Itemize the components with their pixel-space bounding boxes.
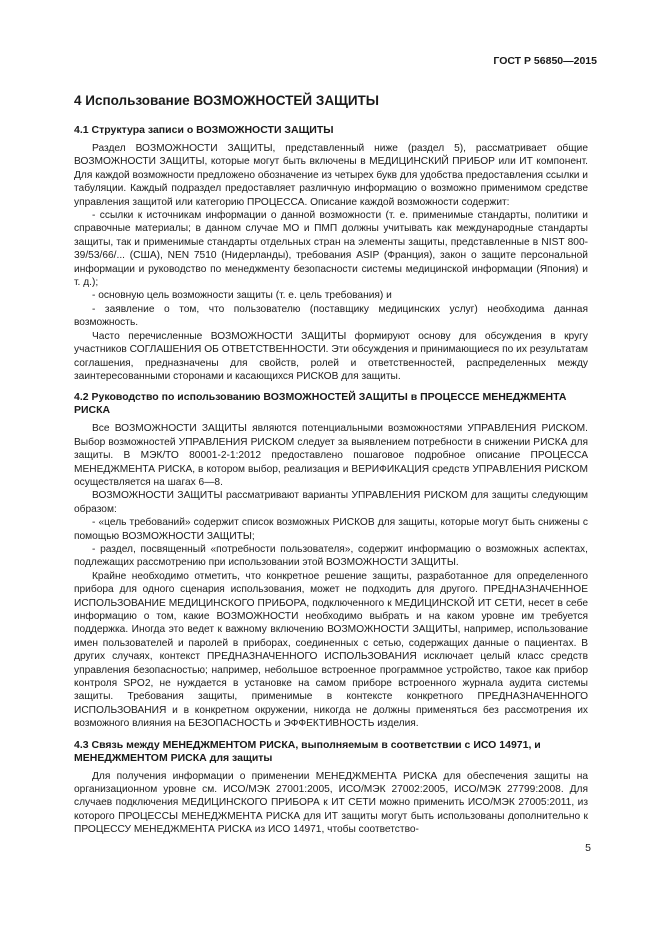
page-number: 5	[585, 842, 591, 854]
paragraph: Для получения информации о применении МЕНЕДЖМЕНТА РИСКА для обеспечения защиты на организационном уровне см. ИСО/МЭК 27001:2005, ИСО/МЭК 27002:2005, ИСО/МЭК 27799:2008. Для случаев подключения МЕДИЦИНСКОГО ПРИБОРА к ИТ СЕТИ можно применить ИСО/МЭК 27005:2011, из которого ПРОЦЕССЫ МЕНЕДЖМЕНТА РИСКА для ИТ защиты могут быть использованы дополнительно к ПРОЦЕССУ МЕНЕДЖМЕНТА РИСКА из ИСО 14971, чтобы соответство-	[74, 770, 588, 836]
paragraph: Крайне необходимо отметить, что конкретное решение защиты, разработанное для определенного прибора для одного сценария использования, может не подходить для другого. ПРЕДНАЗНАЧЕННОЕ ИСПОЛЬЗОВАНИЕ МЕДИЦИНСКОГО ПРИБОРА, подключенного к МЕДИЦИНСКОЙ ИТ СЕТИ, несет в себе информацию о том, какие ВОЗМОЖНОСТИ необходимо выбрать и на каком уровне им требуется поддержка. Иногда это ведет к важному включению ВОЗМОЖНОСТИ ЗАЩИТЫ, например, использование имен пользователей и паролей в приборах, соединенных с сетью, содержащих данные о пациентах. В других случаях, контекст ПРЕДНАЗНАЧЕННОГО ИСПОЛЬЗОВАНИЯ исключает целый класс средств управления безопасностью; например, небольшое встроенное программное устройство, такое как прибор контроля SPO2, не нуждается в установке на самом приборе встроенного журнала аудита системы защиты. Требования защиты, применимые в контексте конкретного ПРЕДНАЗНАЧЕННОГО ИСПОЛЬЗОВАНИЯ и в конкретном окружении, никогда не должны применяться без рассмотрения их возможного влияния на БЕЗОПАСНОСТЬ и ЭФФЕКТИВНОСТЬ изделия.	[74, 570, 588, 730]
section-4-title: 4 Использование ВОЗМОЖНОСТЕЙ ЗАЩИТЫ	[74, 93, 380, 108]
paragraph: Часто перечисленные ВОЗМОЖНОСТИ ЗАЩИТЫ формируют основу для обсуждения в кругу участников СОГЛАШЕНИЯ ОБ ОТВЕТСТВЕННОСТИ. Эти обсуждения и принимающиеся по их результатам соглашения, предназначены для свойств, ролей и ответственностей, распределенных между заинтересованными сторонами и касающихся РИСКОВ для защиты.	[74, 330, 588, 382]
section-4-1-title: 4.1 Структура записи о ВОЗМОЖНОСТИ ЗАЩИТЫ	[74, 124, 334, 136]
list-item: - ссылки к источникам информации о данной возможности (т. е. применимые стандарты, политики и справочные материалы; в данном случае МО и ПМП должны учитывать как международные стандарты защиты, так и применимые стандарты отдельных стран на элементы защиты, представленные в NIST 800-39/53/66/... (США), NEN 7510 (Нидерланды), требования ASIP (Франция), закон о защите персональной информации и руководство по менеджменту безопасности системы медицинской информации (Япония) и т. д.);	[74, 210, 588, 289]
list-item: - основную цель возможности защиты (т. е. цель требования) и	[92, 290, 392, 302]
list-item: - раздел, посвященный «потребности пользователя», содержит информацию о возможных аспектах, подлежащих рассмотрению при использовании этой ВОЗМОЖНОСТИ ЗАЩИТЫ.	[74, 543, 588, 569]
section-4-3-title: 4.3 Связь между МЕНЕДЖМЕНТОМ РИСКА, выполняемым в соответствии с ИСО 14971, и МЕНЕДЖМЕНТОМ РИСКА для защиты	[74, 738, 541, 764]
section-4-2	[74, 391, 588, 730]
paragraph: Все ВОЗМОЖНОСТИ ЗАЩИТЫ являются потенциальными возможностями УПРАВЛЕНИЯ РИСКОМ. Выбор возможностей УПРАВЛЕНИЯ РИСКОМ следует за выявлением потребности в снижении РИСКА для защиты. В МЭК/ТО 80001-2-1:2012 предоставлено пошаговое подробное описание ПРОЦЕССА МЕНЕДЖМЕНТА РИСКА, в котором выбор, реализация и ВЕРИФИКАЦИЯ средств УПРАВЛЕНИЯ РИСКОМ осуществляется на шагах 6—8.	[74, 423, 588, 488]
list-item: - заявление о том, что пользователю (поставщику медицинских услуг) необходима данная возможность.	[74, 303, 588, 329]
paragraph: ВОЗМОЖНОСТИ ЗАЩИТЫ рассматривают варианты УПРАВЛЕНИЯ РИСКОМ для защиты следующим образом:	[74, 490, 588, 515]
document-body	[74, 92, 588, 845]
section-4-2-title: 4.2 Руководство по использованию ВОЗМОЖНОСТЕЙ ЗАЩИТЫ в ПРОЦЕССЕ МЕНЕДЖМЕНТА РИСКА	[74, 391, 567, 417]
document-code: ГОСТ Р 56850—2015	[493, 55, 597, 67]
section-4-1	[74, 124, 588, 383]
paragraph: Раздел ВОЗМОЖНОСТИ ЗАЩИТЫ, представленный ниже (раздел 5), рассматривает общие ВОЗМОЖНОСТИ ЗАЩИТЫ, которые могут быть включены в МЕДИЦИНСКИЙ ПРИБОР или ИТ компонент. Для каждой возможности предложено обозначение из четырех букв для удобства предоставления ссылки и табуляции. Каждый подраздел предоставляет различную информацию о возможно применимом средстве управления защитой или категорию ПРОЦЕССА. Описание каждой возможности содержит:	[74, 143, 588, 208]
list-item: - «цель требований» содержит список возможных РИСКОВ для защиты, которые могут быть снижены с помощью ВОЗМОЖНОСТИ ЗАЩИТЫ;	[74, 517, 588, 542]
section-4-3	[74, 739, 588, 837]
